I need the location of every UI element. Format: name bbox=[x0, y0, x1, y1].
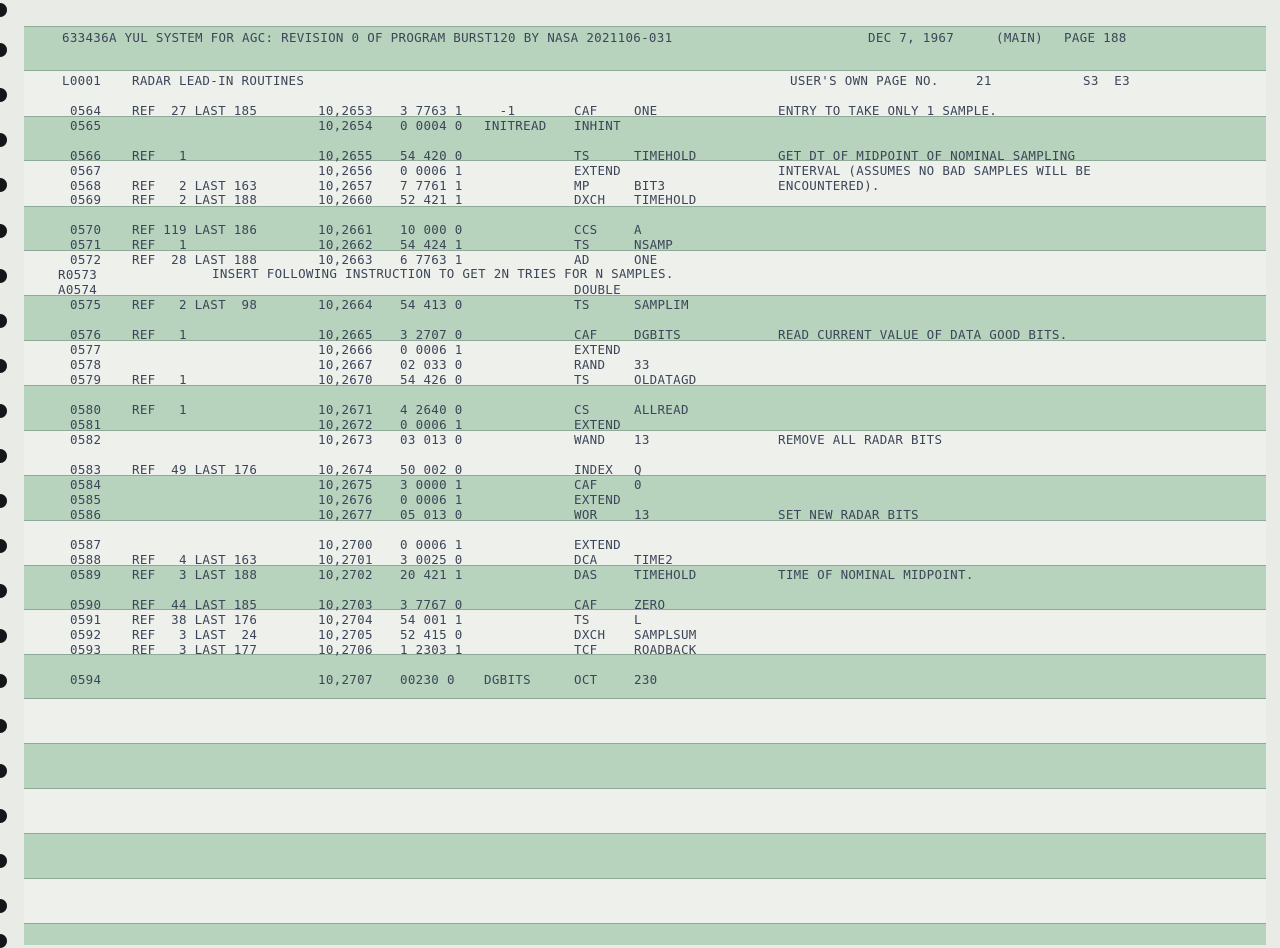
row-comment: SET NEW RADAR BITS bbox=[778, 507, 919, 522]
row-line: 0582 bbox=[70, 432, 102, 447]
row-op: CAF bbox=[574, 103, 598, 118]
row-operand: NSAMP bbox=[634, 237, 674, 252]
row-code: 10 000 0 bbox=[400, 222, 463, 237]
row-line: 0590 bbox=[70, 597, 102, 612]
row-code: 52 415 0 bbox=[400, 627, 463, 642]
row-op: EXTEND bbox=[574, 492, 621, 507]
row-operand: L bbox=[634, 612, 642, 627]
row-op: CAF bbox=[574, 597, 598, 612]
row-line: 0586 bbox=[70, 507, 102, 522]
tractor-hole bbox=[0, 584, 7, 598]
header-date: DEC 7, 1967 bbox=[868, 30, 955, 45]
row-ref: REF 1 bbox=[132, 372, 187, 387]
row-op: EXTEND bbox=[574, 417, 621, 432]
row-op: DCA bbox=[574, 552, 598, 567]
row-line: 0566 bbox=[70, 148, 102, 163]
row-line: 0589 bbox=[70, 567, 102, 582]
row-loc: 10,2662 bbox=[318, 237, 373, 252]
row-line: 0581 bbox=[70, 417, 102, 432]
row-ref: REF 3 LAST 24 bbox=[132, 627, 258, 642]
row-ref: REF 3 LAST 177 bbox=[132, 642, 258, 657]
tractor-hole bbox=[0, 224, 7, 238]
row-code: 0 0006 1 bbox=[400, 537, 463, 552]
row-line: 0585 bbox=[70, 492, 102, 507]
row-op: MP bbox=[574, 178, 590, 193]
row-operand: ZERO bbox=[634, 597, 666, 612]
row-code: 7 7761 1 bbox=[400, 178, 463, 193]
row-code: 54 420 0 bbox=[400, 148, 463, 163]
row-op: TS bbox=[574, 237, 590, 252]
row-code: 3 2707 0 bbox=[400, 327, 463, 342]
band bbox=[24, 923, 1266, 945]
row-op: DXCH bbox=[574, 192, 606, 207]
row-comment: READ CURRENT VALUE OF DATA GOOD BITS. bbox=[778, 327, 1068, 342]
tractor-hole bbox=[0, 404, 7, 418]
row-operand: ONE bbox=[634, 103, 658, 118]
log-number: L0001 bbox=[62, 73, 102, 88]
tractor-hole bbox=[0, 178, 7, 192]
tractor-hole bbox=[0, 449, 7, 463]
row-ref: REF 44 LAST 185 bbox=[132, 597, 258, 612]
row-op: CCS bbox=[574, 222, 598, 237]
row-code: 3 7767 0 bbox=[400, 597, 463, 612]
row-operand: DGBITS bbox=[634, 327, 681, 342]
row-line: 0577 bbox=[70, 342, 102, 357]
row-line: 0569 bbox=[70, 192, 102, 207]
row-op: CAF bbox=[574, 477, 598, 492]
row-comment: GET DT OF MIDPOINT OF NOMINAL SAMPLING bbox=[778, 148, 1076, 163]
row-loc: 10,2672 bbox=[318, 417, 373, 432]
row-ref: REF 4 LAST 163 bbox=[132, 552, 258, 567]
row-code: 50 002 0 bbox=[400, 462, 463, 477]
row-op: TS bbox=[574, 148, 590, 163]
row-code: 0 0006 1 bbox=[400, 417, 463, 432]
row-code: 0 0006 1 bbox=[400, 492, 463, 507]
row-op: INDEX bbox=[574, 462, 614, 477]
row-operand: SAMPLIM bbox=[634, 297, 689, 312]
tractor-hole bbox=[0, 269, 7, 283]
row-ref: REF 1 bbox=[132, 402, 187, 417]
row-line: 0594 bbox=[70, 672, 102, 687]
header-tag: (MAIN) bbox=[996, 30, 1043, 45]
row-code: 3 0025 0 bbox=[400, 552, 463, 567]
row-comment: TIME OF NOMINAL MIDPOINT. bbox=[778, 567, 974, 582]
row-loc: 10,2660 bbox=[318, 192, 373, 207]
row-code: 0 0006 1 bbox=[400, 163, 463, 178]
section-title: RADAR LEAD-IN ROUTINES bbox=[132, 73, 305, 88]
row-operand: OLDATAGD bbox=[634, 372, 697, 387]
row-operand: TIMEHOLD bbox=[634, 148, 697, 163]
tractor-hole bbox=[0, 674, 7, 688]
users-page-label: USER'S OWN PAGE NO. bbox=[790, 73, 939, 88]
row-loc: 10,2702 bbox=[318, 567, 373, 582]
band bbox=[24, 698, 1266, 743]
row-loc: 10,2675 bbox=[318, 477, 373, 492]
row-code: 4 2640 0 bbox=[400, 402, 463, 417]
header-title: 633436A YUL SYSTEM FOR AGC: REVISION 0 OF PROGRAM BURST120 BY NASA 2021106-031 bbox=[62, 30, 673, 45]
row-op: INHINT bbox=[574, 118, 621, 133]
tractor-hole bbox=[0, 719, 7, 733]
tractor-hole bbox=[0, 629, 7, 643]
row-code: 20 421 1 bbox=[400, 567, 463, 582]
row-operand: 0 bbox=[634, 477, 642, 492]
row-ref: REF 3 LAST 188 bbox=[132, 567, 258, 582]
row-line: 0579 bbox=[70, 372, 102, 387]
row-operand: TIME2 bbox=[634, 552, 674, 567]
row-op: TS bbox=[574, 372, 590, 387]
band bbox=[24, 833, 1266, 878]
row-ref: REF 1 bbox=[132, 237, 187, 252]
row-ref: REF 38 LAST 176 bbox=[132, 612, 258, 627]
row-ref: REF 28 LAST 188 bbox=[132, 252, 258, 267]
row-line: 0584 bbox=[70, 477, 102, 492]
row-loc: 10,2663 bbox=[318, 252, 373, 267]
row-op: WOR bbox=[574, 507, 598, 522]
band bbox=[24, 788, 1266, 833]
row-line: R0573 bbox=[58, 267, 98, 282]
row-line: 0576 bbox=[70, 327, 102, 342]
row-op: OCT bbox=[574, 672, 598, 687]
row-ref: REF 2 LAST 163 bbox=[132, 178, 258, 193]
row-loc: 10,2677 bbox=[318, 507, 373, 522]
row-comment: ENTRY TO TAKE ONLY 1 SAMPLE. bbox=[778, 103, 998, 118]
row-op: CAF bbox=[574, 327, 598, 342]
row-operand: ROADBACK bbox=[634, 642, 697, 657]
row-loc: 10,2653 bbox=[318, 103, 373, 118]
tractor-hole bbox=[0, 899, 7, 913]
row-op: DOUBLE bbox=[574, 282, 621, 297]
band bbox=[24, 878, 1266, 923]
row-insert-note: INSERT FOLLOWING INSTRUCTION TO GET 2N TRIES FOR N SAMPLES. bbox=[212, 266, 674, 281]
row-op: TS bbox=[574, 297, 590, 312]
row-operand: 33 bbox=[634, 357, 650, 372]
users-page-number: 21 bbox=[976, 73, 992, 88]
row-ref: REF 2 LAST 188 bbox=[132, 192, 258, 207]
row-code: 54 413 0 bbox=[400, 297, 463, 312]
row-loc: 10,2676 bbox=[318, 492, 373, 507]
sheet-codes: S3 E3 bbox=[1083, 73, 1130, 88]
row-loc: 10,2674 bbox=[318, 462, 373, 477]
row-loc: 10,2704 bbox=[318, 612, 373, 627]
row-loc: 10,2667 bbox=[318, 357, 373, 372]
row-operand: TIMEHOLD bbox=[634, 192, 697, 207]
row-ref: REF 49 LAST 176 bbox=[132, 462, 258, 477]
tractor-hole bbox=[0, 359, 7, 373]
tractor-hole bbox=[0, 854, 7, 868]
row-operand: BIT3 bbox=[634, 178, 666, 193]
row-label: -1 bbox=[484, 103, 516, 118]
row-op: RAND bbox=[574, 357, 606, 372]
row-op: EXTEND bbox=[574, 342, 621, 357]
row-line: 0592 bbox=[70, 627, 102, 642]
row-code: 6 7763 1 bbox=[400, 252, 463, 267]
row-label: DGBITS bbox=[484, 672, 531, 687]
row-ref: REF 1 bbox=[132, 327, 187, 342]
row-op: EXTEND bbox=[574, 537, 621, 552]
row-operand: ALLREAD bbox=[634, 402, 689, 417]
row-line: 0570 bbox=[70, 222, 102, 237]
row-code: 05 013 0 bbox=[400, 507, 463, 522]
row-line: 0567 bbox=[70, 163, 102, 178]
row-code: 02 033 0 bbox=[400, 357, 463, 372]
row-loc: 10,2654 bbox=[318, 118, 373, 133]
tractor-hole bbox=[0, 764, 7, 778]
row-line: 0564 bbox=[70, 103, 102, 118]
tractor-hole bbox=[0, 133, 7, 147]
row-line: 0568 bbox=[70, 178, 102, 193]
row-code: 54 426 0 bbox=[400, 372, 463, 387]
row-loc: 10,2700 bbox=[318, 537, 373, 552]
row-line: 0580 bbox=[70, 402, 102, 417]
row-operand: SAMPLSUM bbox=[634, 627, 697, 642]
row-loc: 10,2661 bbox=[318, 222, 373, 237]
row-label: INITREAD bbox=[484, 118, 547, 133]
row-op: DXCH bbox=[574, 627, 606, 642]
row-op: TCF bbox=[574, 642, 598, 657]
row-op: DAS bbox=[574, 567, 598, 582]
row-operand: TIMEHOLD bbox=[634, 567, 697, 582]
row-code: 52 421 1 bbox=[400, 192, 463, 207]
tractor-hole bbox=[0, 314, 7, 328]
row-code: 0 0004 0 bbox=[400, 118, 463, 133]
row-loc: 10,2707 bbox=[318, 672, 373, 687]
row-line: 0578 bbox=[70, 357, 102, 372]
row-code: 0 0006 1 bbox=[400, 342, 463, 357]
header-page: PAGE 188 bbox=[1064, 30, 1127, 45]
row-line: 0572 bbox=[70, 252, 102, 267]
row-op: TS bbox=[574, 612, 590, 627]
row-op: EXTEND bbox=[574, 163, 621, 178]
band bbox=[24, 743, 1266, 788]
row-line: 0587 bbox=[70, 537, 102, 552]
row-loc: 10,2671 bbox=[318, 402, 373, 417]
row-line: A0574 bbox=[58, 282, 98, 297]
row-comment: ENCOUNTERED). bbox=[778, 178, 880, 193]
row-code: 00230 0 bbox=[400, 672, 455, 687]
row-ref: REF 2 LAST 98 bbox=[132, 297, 258, 312]
row-comment: REMOVE ALL RADAR BITS bbox=[778, 432, 943, 447]
row-line: 0565 bbox=[70, 118, 102, 133]
row-loc: 10,2670 bbox=[318, 372, 373, 387]
row-operand: 13 bbox=[634, 507, 650, 522]
row-code: 54 424 1 bbox=[400, 237, 463, 252]
row-loc: 10,2655 bbox=[318, 148, 373, 163]
row-loc: 10,2657 bbox=[318, 178, 373, 193]
tractor-hole bbox=[0, 809, 7, 823]
row-code: 03 013 0 bbox=[400, 432, 463, 447]
row-ref: REF 1 bbox=[132, 148, 187, 163]
tractor-hole bbox=[0, 539, 7, 553]
tractor-hole bbox=[0, 3, 7, 17]
row-comment: INTERVAL (ASSUMES NO BAD SAMPLES WILL BE bbox=[778, 163, 1092, 178]
row-code: 3 7763 1 bbox=[400, 103, 463, 118]
tractor-hole bbox=[0, 88, 7, 102]
tractor-hole bbox=[0, 494, 7, 508]
row-ref: REF 119 LAST 186 bbox=[132, 222, 258, 237]
row-op: WAND bbox=[574, 432, 606, 447]
row-code: 3 0000 1 bbox=[400, 477, 463, 492]
row-loc: 10,2665 bbox=[318, 327, 373, 342]
row-operand: ONE bbox=[634, 252, 658, 267]
row-line: 0593 bbox=[70, 642, 102, 657]
row-line: 0575 bbox=[70, 297, 102, 312]
row-loc: 10,2656 bbox=[318, 163, 373, 178]
row-loc: 10,2705 bbox=[318, 627, 373, 642]
row-ref: REF 27 LAST 185 bbox=[132, 103, 258, 118]
row-line: 0591 bbox=[70, 612, 102, 627]
row-loc: 10,2666 bbox=[318, 342, 373, 357]
row-operand: Q bbox=[634, 462, 642, 477]
row-code: 54 001 1 bbox=[400, 612, 463, 627]
row-operand: 230 bbox=[634, 672, 658, 687]
row-line: 0583 bbox=[70, 462, 102, 477]
row-op: AD bbox=[574, 252, 590, 267]
row-loc: 10,2706 bbox=[318, 642, 373, 657]
row-operand: 13 bbox=[634, 432, 650, 447]
row-code: 1 2303 1 bbox=[400, 642, 463, 657]
row-operand: A bbox=[634, 222, 642, 237]
row-loc: 10,2664 bbox=[318, 297, 373, 312]
row-loc: 10,2673 bbox=[318, 432, 373, 447]
tractor-hole bbox=[0, 43, 7, 57]
row-line: 0571 bbox=[70, 237, 102, 252]
row-loc: 10,2701 bbox=[318, 552, 373, 567]
row-op: CS bbox=[574, 402, 590, 417]
row-loc: 10,2703 bbox=[318, 597, 373, 612]
row-line: 0588 bbox=[70, 552, 102, 567]
tractor-hole bbox=[0, 934, 7, 948]
